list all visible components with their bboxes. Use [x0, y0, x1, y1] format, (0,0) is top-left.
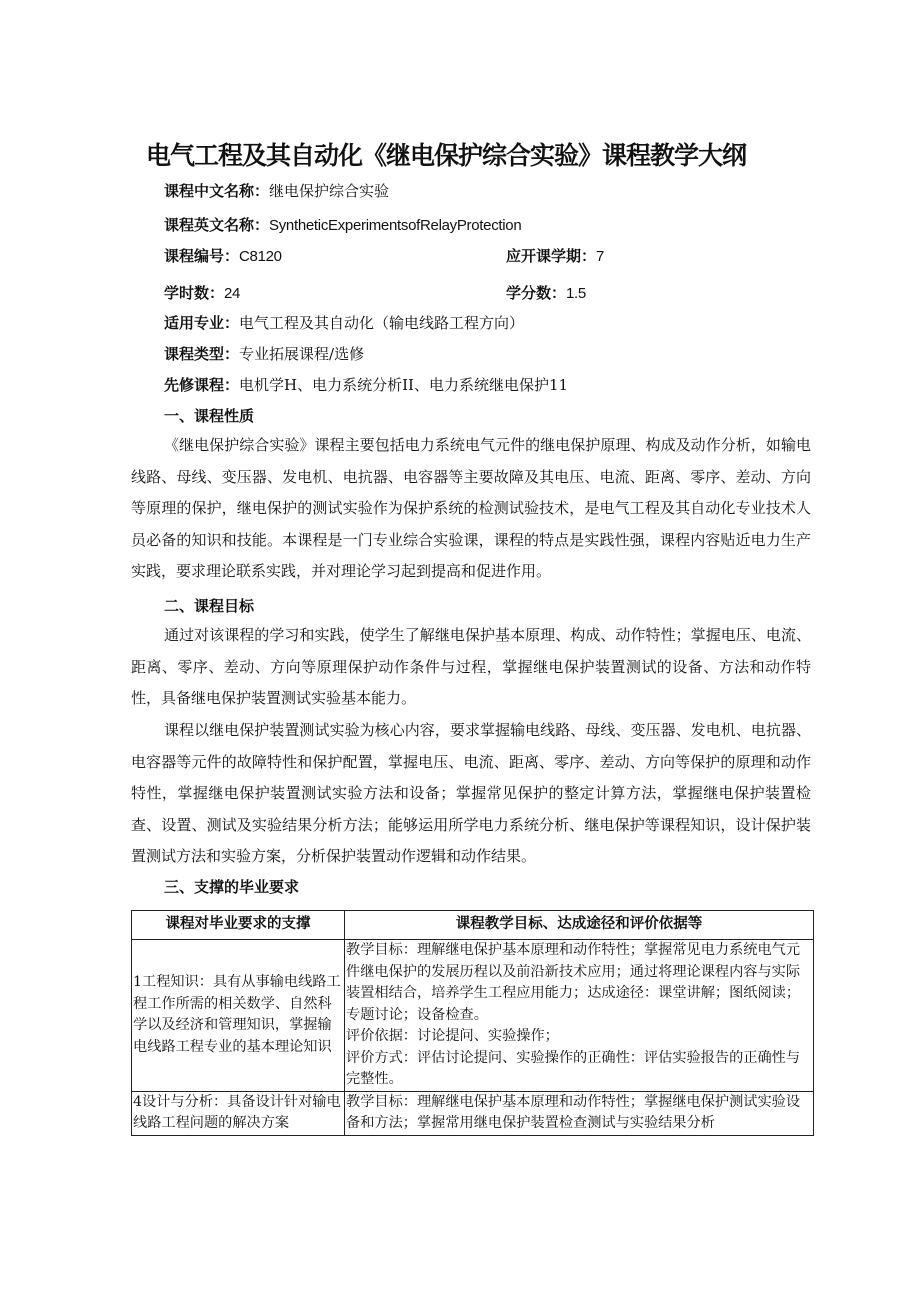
table-row: [132, 1091, 814, 1135]
course-en-name: [164, 214, 521, 235]
objective-basis: 评价依据：讨论提问、实验操作；: [346, 1028, 559, 1044]
course-code: [164, 245, 282, 266]
course-major: [164, 312, 524, 333]
course-credits-label: 学分数：: [506, 284, 567, 302]
course-cn-name-label: 课程中文名称：: [164, 182, 270, 200]
objective-teaching: 教学目标：理解继电保护基本原理和动作特性；掌握常见电力系统电气元件继电保护的发展历程以及前沿新技术应用；通过将理论课程内容与实际装置相结合，培养学生工程应用能力；达成途径：课堂讲解；图纸阅读；专题讨论；设备检查。: [346, 942, 801, 1023]
paragraph-goals-1: 通过对该课程的学习和实践，使学生了解继电保护基本原理、构成、动作特性；掌握电压、电流、距离、零序、差动、方向等原理保护动作条件与过程，掌握继电保护装置测试的设备、方法和动作特性，具备继电保护装置测试实验基本能力。: [131, 626, 811, 707]
course-prereq-label: 先修课程：: [164, 376, 240, 394]
objective-method: 评价方式：评估讨论提问、实验操作的正确性：评估实验报告的正确性与完整性。: [346, 1049, 801, 1087]
course-semester: [506, 245, 604, 266]
course-major-label: 适用专业：: [164, 314, 240, 332]
table-header-row: [132, 911, 814, 940]
course-semester-label: 应开课学期：: [506, 247, 597, 265]
document-title: 电气工程及其自动化《继电保护综合实验》课程教学大纲: [146, 141, 747, 170]
course-major-value: 电气工程及其自动化（输电线路工程方向）: [239, 314, 525, 332]
course-type-label: 课程类型：: [164, 345, 240, 363]
course-hours-value: 24: [224, 285, 241, 302]
section-heading-goals: 二、课程目标: [164, 597, 255, 615]
table-cell-requirement: 1工程知识：具有从事输电线路工程工作所需的相关数学、自然科学以及经济和管理知识，掌握输电线路工程专业的基本理论知识: [132, 940, 345, 1092]
table-cell-objective: 教学目标：理解继电保护基本原理和动作特性；掌握继电保护测试实验设备和方法；掌握常用继电保护装置检查测试与实验结果分析: [345, 1091, 814, 1135]
section-heading-support: 三、支撑的毕业要求: [164, 878, 300, 896]
course-hours: [164, 282, 240, 303]
course-code-label: 课程编号：: [164, 247, 240, 265]
course-prereq: [164, 374, 568, 395]
course-type-value: 专业拓展课程/选修: [239, 345, 365, 363]
course-cn-name-value: 继电保护综合实验: [269, 182, 390, 200]
paragraph-nature: 《继电保护综合实验》课程主要包括电力系统电气元件的继电保护原理、构成及动作分析，如输电线路、母线、变压器、发电机、电抗器、电容器等主要故障及其电压、电流、距离、零序、差动、方向等原理的保护，继电保护的测试实验作为保护系统的检测试验技术，是电气工程及其自动化专业技术人员必备的知识和技能。本课程是一门专业综合实验课，课程的特点是实践性强，课程内容贴近电力生产实践，要求理论联系实践，并对理论学习起到提高和促进作用。: [131, 436, 811, 580]
course-prereq-value: 电机学H、电力系统分析II、电力系统继电保护11: [239, 376, 569, 394]
table-cell-requirement: 4设计与分析：具备设计针对输电线路工程问题的解决方案: [132, 1091, 345, 1135]
course-credits: [506, 282, 586, 303]
course-en-name-value: SyntheticExperimentsofRelayProtection: [269, 217, 522, 234]
course-semester-value: 7: [596, 248, 605, 265]
course-hours-label: 学时数：: [164, 284, 225, 302]
table-header-cell: 课程教学目标、达成途径和评价依据等: [345, 911, 814, 940]
table-cell-objective: [345, 940, 814, 1092]
paragraph-goals-2: 课程以继电保护装置测试实验为核心内容，要求掌握输电线路、母线、变压器、发电机、电抗器、电容器等元件的故障特性和保护配置，掌握电压、电流、距离、零序、差动、方向等保护的原理和动作特性，掌握继电保护装置测试实验方法和设备；掌握常见保护的整定计算方法，掌握继电保护装置检查、设置、测试及实验结果分析方法；能够运用所学电力系统分析、继电保护等课程知识，设计保护装置测试方法和实验方案，分析保护装置动作逻辑和动作结果。: [131, 721, 811, 865]
course-cn-name: [164, 180, 389, 201]
course-credits-value: 1.5: [566, 285, 586, 302]
course-code-value: C8120: [239, 248, 282, 265]
support-table: [131, 910, 814, 1136]
course-type: [164, 343, 364, 364]
table-row: [132, 940, 814, 1092]
table-header-cell: 课程对毕业要求的支撑: [132, 911, 345, 940]
course-en-name-label: 课程英文名称：: [164, 216, 270, 234]
section-heading-nature: 一、课程性质: [164, 407, 255, 425]
